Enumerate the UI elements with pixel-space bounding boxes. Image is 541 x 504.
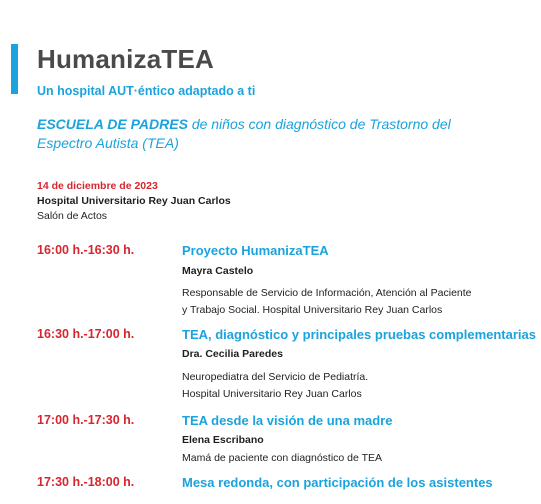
agenda-title-2: TEA, diagnóstico y principales pruebas complementarias <box>182 327 536 342</box>
page-title: HumanizaTEA <box>37 44 215 74</box>
agenda-role-1-line-1: Responsable de Servicio de Información, Atención al Paciente <box>182 287 472 299</box>
event-date: 14 de diciembre de 2023 <box>37 180 158 192</box>
agenda-role-1 <box>182 285 532 319</box>
agenda-title-4: Mesa redonda, con participación de los asistentes <box>182 475 493 490</box>
agenda-title-3: TEA desde la visión de una madre <box>182 413 393 428</box>
agenda-role-2-line-2: Hospital Universitario Rey Juan Carlos <box>182 388 362 400</box>
agenda-speaker-2: Dra. Cecilia Paredes <box>182 348 283 360</box>
page-subtitle: Un hospital AUT·éntico adaptado a ti <box>37 84 256 98</box>
event-venue: Hospital Universitario Rey Juan Carlos <box>37 195 231 207</box>
school-heading-rest: de niños con diagnóstico de Trastorno del Espectro Autista (TEA) <box>37 116 451 151</box>
agenda-title-1: Proyecto HumanizaTEA <box>182 243 329 258</box>
event-room: Salón de Actos <box>37 210 108 222</box>
school-heading-lead: ESCUELA DE PADRES <box>37 116 188 132</box>
agenda-speaker-3: Elena Escribano <box>182 434 264 446</box>
agenda-role-2 <box>182 369 532 403</box>
agenda-role-2-line-1: Neuropediatra del Servicio de Pediatría. <box>182 371 369 383</box>
agenda-time-2: 16:30 h.-17:00 h. <box>37 327 135 341</box>
agenda-role-1-line-2: y Trabajo Social. Hospital Universitario Rey Juan Carlos <box>182 304 443 316</box>
agenda-time-1: 16:00 h.-16:30 h. <box>37 243 135 257</box>
agenda-role-3 <box>182 450 532 467</box>
agenda-role-3-line-1: Mamá de paciente con diagnóstico de TEA <box>182 452 383 464</box>
agenda-time-4: 17:30 h.-18:00 h. <box>37 475 135 489</box>
accent-bar <box>11 44 18 94</box>
agenda-speaker-1: Mayra Castelo <box>182 265 254 277</box>
agenda-time-3: 17:00 h.-17:30 h. <box>37 413 135 427</box>
school-heading <box>37 115 507 153</box>
